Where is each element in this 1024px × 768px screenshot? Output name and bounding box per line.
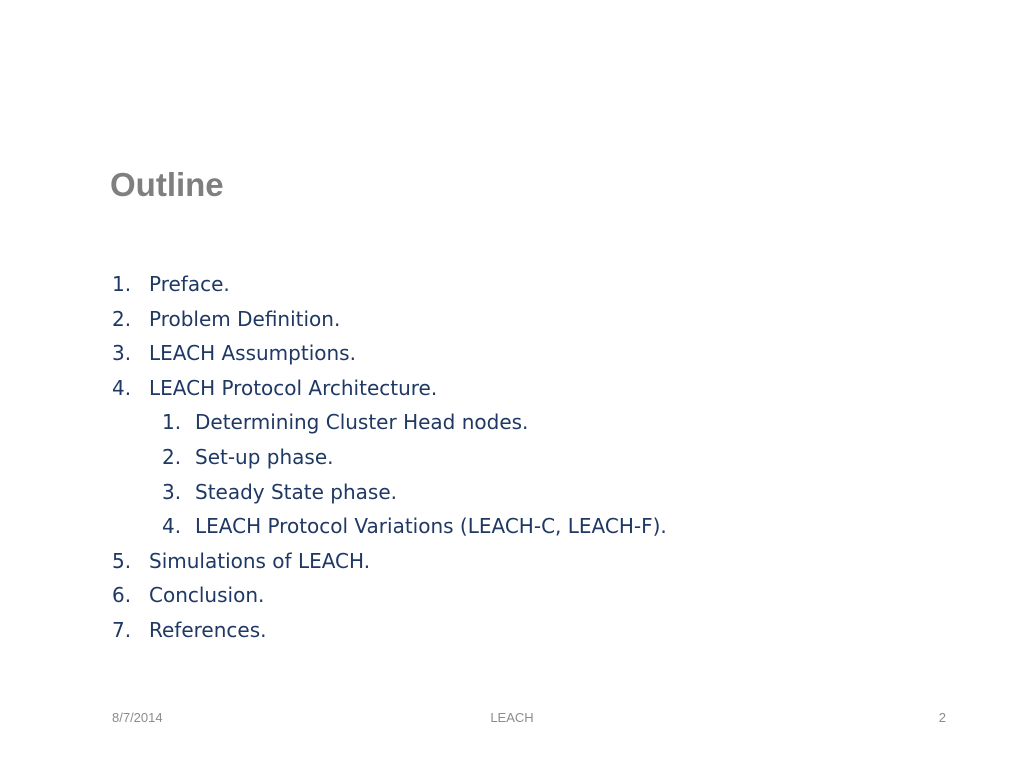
outline-item-text: LEACH Protocol Architecture. [149,375,438,400]
outline-subitem-text: LEACH Protocol Variations (LEACH-C, LEACH-F). [195,514,667,539]
slide-title: Outline [110,166,224,203]
outline-item-simulations [112,544,667,579]
outline-subitem-number: 4. [162,514,182,539]
outline-item-number: 6. [112,583,132,608]
outline-subitem-number: 2. [162,444,182,469]
outline-item-text: Preface. [149,272,230,296]
outline-item-number: 4. [112,375,132,400]
outline-item-leach-assumptions [112,336,667,371]
outline-item-conclusion [112,578,667,613]
outline-subitem-protocol-variations [112,509,667,544]
outline-item-preface [112,267,667,302]
outline-item-number: 7. [112,617,132,642]
outline-item-text: LEACH Assumptions. [149,341,356,366]
outline-item-text: Problem Definition. [149,306,341,331]
outline-subitem-number: 1. [162,410,182,435]
outline-list [112,267,667,648]
outline-subitem-text: Set-up phase. [195,444,334,469]
outline-item-number: 5. [112,548,132,573]
footer-title: LEACH [490,710,534,725]
outline-subitem-setup-phase [112,440,667,475]
footer-page-number: 2 [938,710,946,725]
footer-date: 8/7/2014 [112,710,163,725]
outline-subitem-cluster-head-nodes [112,405,667,440]
outline-item-text: Simulations of LEACH. [149,548,371,573]
outline-item-problem-definition [112,302,667,337]
outline-item-number: 2. [112,306,132,331]
outline-subitem-text: Steady State phase. [195,479,397,504]
outline-item-references [112,613,667,648]
outline-subitem-text: Determining Cluster Head nodes. [195,410,529,435]
outline-item-number: 1. [112,272,132,296]
outline-item-leach-protocol-architecture [112,371,667,406]
outline-item-text: References. [149,617,267,642]
outline-subitem-steady-state-phase [112,475,667,510]
outline-item-number: 3. [112,341,132,366]
outline-item-text: Conclusion. [149,583,265,608]
outline-subitem-number: 3. [162,479,182,504]
